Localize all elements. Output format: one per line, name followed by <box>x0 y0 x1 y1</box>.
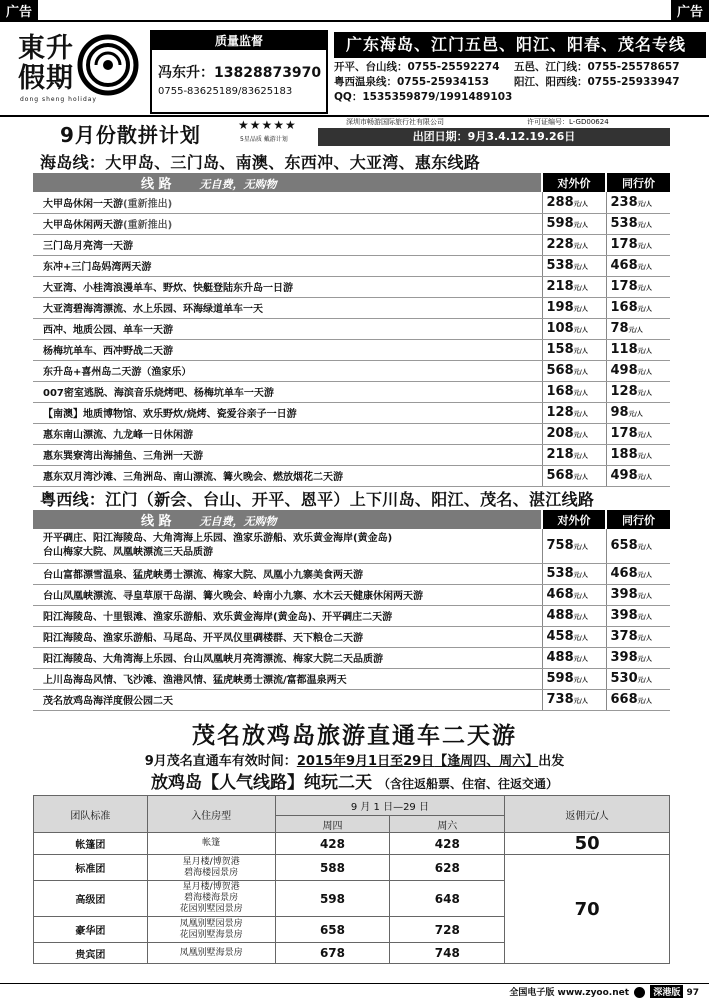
external-price <box>542 360 606 381</box>
price-unit: 元/人 <box>573 348 588 355</box>
table-row <box>33 402 670 423</box>
table-row <box>33 255 670 276</box>
external-price <box>542 647 606 668</box>
table-row <box>33 276 670 297</box>
peer-price <box>606 276 670 297</box>
external-price <box>542 668 606 689</box>
route-name <box>33 213 542 234</box>
price-unit: 元/人 <box>573 593 588 600</box>
saturday-price: 748 <box>390 943 505 964</box>
price-unit: 元/人 <box>637 348 652 355</box>
price-value: 188 <box>610 447 638 462</box>
route-name <box>33 255 542 276</box>
peer-price <box>606 529 670 563</box>
external-price <box>542 318 606 339</box>
thursday-price: 588 <box>275 855 390 881</box>
contact-row <box>334 60 709 75</box>
price-unit: 元/人 <box>637 593 652 600</box>
external-price <box>542 339 606 360</box>
external-price <box>542 444 606 465</box>
table-row <box>33 584 670 605</box>
price-unit: 元/人 <box>637 390 652 397</box>
price-unit: 元/人 <box>637 656 652 663</box>
route-name <box>33 465 542 486</box>
route-name <box>33 402 542 423</box>
peer-price <box>606 689 670 710</box>
footer-rule <box>0 983 709 984</box>
external-price <box>542 381 606 402</box>
price-value: 398 <box>610 650 638 665</box>
route-banner: 广东海岛、江门五邑、阳江、阳春、茂名专线 <box>334 32 706 58</box>
price-value: 288 <box>546 194 574 210</box>
route-name-text: 杨梅坑单车、西冲野战二天游 <box>43 346 173 357</box>
price-unit: 元/人 <box>637 285 652 292</box>
saturday-price: 428 <box>390 833 505 855</box>
price-unit: 元/人 <box>637 432 652 439</box>
price-unit: 元/人 <box>573 474 588 481</box>
price-unit: 元/人 <box>628 411 643 418</box>
route-name-text: 【南澳】地质博物馆、欢乐野炊/烧烤、瓷爱谷亲子一日游 <box>43 409 297 420</box>
price-value: 378 <box>610 629 638 644</box>
price-value: 398 <box>610 587 638 602</box>
peer-price <box>606 360 670 381</box>
route-name <box>33 563 542 584</box>
peer-price <box>606 318 670 339</box>
price-value: 568 <box>546 363 574 378</box>
price-value: 538 <box>610 216 638 231</box>
contact-item: QQ：1535359879/1991489103 <box>334 91 513 103</box>
publisher-logo-icon <box>634 987 645 998</box>
room-header: 入住房型 <box>147 796 275 833</box>
contact-list <box>334 60 709 105</box>
price-unit: 元/人 <box>573 677 588 684</box>
price-value: 168 <box>546 384 574 399</box>
price-unit: 元/人 <box>637 635 652 642</box>
no-fee-note: 无自费，无购物 <box>199 515 277 528</box>
table-row <box>33 605 670 626</box>
route-name-text: 三门岛月亮湾一天游 <box>43 241 133 252</box>
price-value: 530 <box>610 671 638 686</box>
price-unit: 元/人 <box>637 572 652 579</box>
route-name <box>33 647 542 668</box>
group-name: 豪华团 <box>34 917 148 943</box>
external-price <box>542 465 606 486</box>
peer-price <box>606 584 670 605</box>
peer-price <box>606 381 670 402</box>
price-value: 658 <box>610 538 638 554</box>
route-name <box>33 689 542 710</box>
brand-name: 東升 假期 <box>18 33 74 94</box>
group-price-table <box>33 795 670 964</box>
price-value: 468 <box>610 258 638 273</box>
route-name-text: 大亚湾、小桂湾浪漫单车、野炊、快艇登陆东升岛一日游 <box>43 283 293 294</box>
external-price <box>542 213 606 234</box>
col-peer-price: 同行价 <box>606 510 670 529</box>
price-value: 758 <box>546 538 574 554</box>
group-header: 团队标准 <box>34 796 148 833</box>
promo-route-name: 放鸡岛【人气线路】纯玩二天 <box>151 773 373 793</box>
peer-price <box>606 668 670 689</box>
route-name <box>33 626 542 647</box>
route-name <box>33 360 542 381</box>
price-value: 598 <box>546 671 574 686</box>
external-price <box>542 605 606 626</box>
price-unit: 元/人 <box>637 698 652 705</box>
price-unit: 元/人 <box>573 327 588 334</box>
price-value: 78 <box>610 321 629 336</box>
price-value: 128 <box>546 405 574 420</box>
date-header: 9 月 1 日—29 日 <box>275 796 505 816</box>
top-rule <box>0 20 709 22</box>
route-name <box>33 584 542 605</box>
contact-row <box>334 90 709 105</box>
company-name: 深圳市畅游国际旅行社有限公司 <box>346 118 444 126</box>
price-value: 538 <box>546 258 574 273</box>
star-rating-icon: ★★★★★ <box>238 118 297 132</box>
price-value: 598 <box>546 216 574 231</box>
price-unit: 元/人 <box>637 243 652 250</box>
price-value: 468 <box>546 587 574 602</box>
ad-label-left: 广告 <box>0 0 38 20</box>
route-note: (重新推出) <box>123 220 173 231</box>
price-unit: 元/人 <box>573 200 588 208</box>
price-value: 488 <box>546 650 574 665</box>
route-name-text: 东升岛+喜州岛二天游（渔家乐） <box>43 367 192 378</box>
price-unit: 元/人 <box>628 327 643 334</box>
route-name-text: 惠东巽寮湾出海捕鱼、三角洲一天游 <box>43 451 203 462</box>
quality-supervision-box <box>150 30 328 114</box>
thursday-price: 428 <box>275 833 390 855</box>
price-unit: 元/人 <box>637 369 652 376</box>
external-price <box>542 297 606 318</box>
route-name <box>33 297 542 318</box>
promo-validity-dates: 2015年9月1日至29日 <box>296 754 435 769</box>
saturday-header: 周六 <box>390 816 505 833</box>
promo-validity-label: 9月茂名直通车有效时间： <box>144 754 297 769</box>
price-unit: 元/人 <box>637 614 652 621</box>
price-value: 228 <box>546 237 574 252</box>
external-price <box>542 402 606 423</box>
contact-item: 阳江、阳西线：0755-25933947 <box>514 76 680 88</box>
table-row <box>34 833 670 855</box>
external-price <box>542 689 606 710</box>
col-external-price: 对外价 <box>542 173 606 192</box>
room-type: 凤凰别墅园景房 花园别墅海景房 <box>147 917 275 943</box>
thursday-header: 周四 <box>275 816 390 833</box>
table-row <box>33 297 670 318</box>
promo-includes: （含往返船票、住宿、往返交通） <box>377 777 558 791</box>
col-route: 线 路 无自费，无购物 <box>33 510 542 529</box>
route-name-text: 惠东南山漂流、九龙峰一日休闲游 <box>43 430 193 441</box>
external-price <box>542 529 606 563</box>
table-row <box>33 668 670 689</box>
thursday-price: 658 <box>275 917 390 943</box>
table-row <box>33 529 670 563</box>
route-name <box>33 423 542 444</box>
price-unit: 元/人 <box>637 200 652 208</box>
promo-validity <box>0 750 709 769</box>
peer-price <box>606 297 670 318</box>
rings-icon <box>74 34 142 96</box>
price-value: 98 <box>610 405 629 420</box>
peer-price <box>606 213 670 234</box>
route-name-text: 茂名放鸡岛海洋度假公园二天 <box>43 696 173 707</box>
section-title-west: 粤西线：江门（新会、台山、开平、恩平）上下川岛、阳江、茂名、湛江线路 <box>40 490 595 509</box>
peer-price <box>606 339 670 360</box>
col-peer-price: 同行价 <box>606 173 670 192</box>
price-unit: 元/人 <box>573 544 588 552</box>
star-rating-caption: 5星品质 戴游计划 <box>240 136 288 143</box>
price-value: 208 <box>546 426 574 441</box>
peer-price <box>606 192 670 213</box>
brand-sub: dong sheng holiday <box>20 96 97 103</box>
table-row <box>33 339 670 360</box>
price-unit: 元/人 <box>573 264 588 271</box>
peer-price <box>606 465 670 486</box>
thursday-price: 678 <box>275 943 390 964</box>
room-type: 凤凰别墅海景房 <box>147 943 275 964</box>
price-value: 458 <box>546 629 574 644</box>
contact-row <box>334 75 709 90</box>
external-price <box>542 626 606 647</box>
price-value: 218 <box>546 279 574 294</box>
ad-label-right: 广告 <box>671 0 709 20</box>
price-value: 398 <box>610 608 638 623</box>
price-unit: 元/人 <box>573 243 588 250</box>
price-value: 488 <box>546 608 574 623</box>
price-value: 178 <box>610 426 638 441</box>
external-price <box>542 563 606 584</box>
room-type: 星月楼/博贺港 碧海楼园景房 <box>147 855 275 881</box>
promo-title: 茂名放鸡岛旅游直通车二天游 <box>192 723 517 749</box>
price-value: 178 <box>610 237 638 252</box>
external-price <box>542 192 606 213</box>
promo-weekdays: 【逢周四、周六】 <box>434 754 539 769</box>
table-row <box>33 318 670 339</box>
price-value: 168 <box>610 300 638 315</box>
route-name-text: 台山富都漂雪温泉、猛虎峡勇士漂流、梅家大院、凤凰小九寨美食两天游 <box>43 570 363 581</box>
route-name-text: 大亚湾碧海湾漂流、水上乐园、环海绿道单车一天 <box>43 304 263 315</box>
route-name-text: 东冲+三门岛妈湾两天游 <box>43 262 152 273</box>
price-unit: 元/人 <box>637 474 652 481</box>
no-fee-note: 无自费，无购物 <box>199 178 277 191</box>
route-name-text: 大甲岛休闲两天游 <box>43 220 123 231</box>
price-unit: 元/人 <box>637 544 652 552</box>
table-row <box>33 647 670 668</box>
route-name-text: 大甲岛休闲一天游 <box>43 198 123 210</box>
plan-title: 9月份散拼计划 <box>60 123 201 147</box>
table-row <box>33 381 670 402</box>
table-row <box>33 192 670 213</box>
saturday-price: 648 <box>390 881 505 917</box>
section-title-islands: 海岛线：大甲岛、三门岛、南澳、东西冲、大亚湾、惠东线路 <box>40 153 481 172</box>
price-unit: 元/人 <box>573 698 588 705</box>
col-external-price: 对外价 <box>542 510 606 529</box>
external-price <box>542 276 606 297</box>
price-value: 108 <box>546 321 574 336</box>
table-row <box>33 213 670 234</box>
rebate-value: 70 <box>505 855 670 964</box>
route-name <box>33 381 542 402</box>
peer-price <box>606 255 670 276</box>
group-name: 高级团 <box>34 881 148 917</box>
peer-price <box>606 444 670 465</box>
price-unit: 元/人 <box>637 677 652 684</box>
price-value: 738 <box>546 692 574 707</box>
route-name-text: 西冲、地质公园、单车一天游 <box>43 325 173 336</box>
route-name-text: 惠东双月湾沙滩、三角洲岛、南山漂流、篝火晚会、燃放烟花二天游 <box>43 472 343 483</box>
peer-price <box>606 402 670 423</box>
col-route: 线 路 无自费，无购物 <box>33 173 542 192</box>
thursday-price: 598 <box>275 881 390 917</box>
group-name: 贵宾团 <box>34 943 148 964</box>
license-number: 许可证编号：L-GD00624 <box>527 118 609 126</box>
table-row <box>33 626 670 647</box>
page-footer <box>509 985 699 998</box>
price-value: 158 <box>546 342 574 357</box>
price-unit: 元/人 <box>637 306 652 313</box>
route-note: (重新推出) <box>123 198 173 210</box>
route-name-text: 阳江海陵岛、大角湾海上乐园、台山凤凰峡月亮湾漂流、梅家大院二天品质游 <box>43 654 383 665</box>
price-value: 198 <box>546 300 574 315</box>
price-unit: 元/人 <box>637 222 652 229</box>
route-name-text: 开平碉庄、阳江海陵岛、大角湾海上乐园、渔家乐游船、欢乐黄金海岸(黄金岛) 台山梅家大院、凤凰峡漂流三天品质游 <box>43 532 393 558</box>
peer-price <box>606 647 670 668</box>
contact-item: 开平、台山线：0755-25592274 <box>334 61 500 73</box>
quality-person: 冯东升：13828873970 <box>158 65 322 81</box>
price-unit: 元/人 <box>573 432 588 439</box>
price-table-west <box>33 510 670 711</box>
external-price <box>542 584 606 605</box>
route-name <box>33 276 542 297</box>
promo-depart-word: 出发 <box>538 754 565 769</box>
group-name: 标准团 <box>34 855 148 881</box>
price-unit: 元/人 <box>573 656 588 663</box>
route-name-text: 阳江海陵岛、十里银滩、渔家乐游船、欢乐黄金海岸(黄金岛)、开平碉庄二天游 <box>43 612 393 623</box>
saturday-price: 628 <box>390 855 505 881</box>
price-unit: 元/人 <box>637 264 652 271</box>
quality-title: 质量监督 <box>152 32 326 50</box>
price-table-islands <box>33 173 670 487</box>
route-name-text: 007密室逃脱、海滨音乐烧烤吧、杨梅坑单车一天游 <box>43 388 274 399</box>
group-name: 帐篷团 <box>34 833 148 855</box>
saturday-price: 728 <box>390 917 505 943</box>
peer-price <box>606 423 670 444</box>
price-value: 568 <box>546 468 574 483</box>
table-row <box>33 563 670 584</box>
contact-item: 粤西温泉线：0755-25934153 <box>334 76 490 88</box>
route-name-text: 台山凤凰峡漂流、寻皇草原干岛湖、篝火晚会、岭南小九寨、水木云天健康休闲两天游 <box>43 591 423 602</box>
footer-site: 全国电子版 www.zyoo.net <box>509 988 630 998</box>
peer-price <box>606 563 670 584</box>
page-number: 97 <box>686 988 699 998</box>
price-value: 468 <box>610 566 638 581</box>
price-value: 538 <box>546 566 574 581</box>
room-type: 星月楼/博贺港 碧海楼海景房 花园别墅园景房 <box>147 881 275 917</box>
external-price <box>542 423 606 444</box>
table-row <box>33 360 670 381</box>
external-price <box>542 255 606 276</box>
price-unit: 元/人 <box>573 635 588 642</box>
route-name <box>33 605 542 626</box>
price-unit: 元/人 <box>573 222 588 229</box>
price-value: 128 <box>610 384 638 399</box>
price-unit: 元/人 <box>573 369 588 376</box>
price-value: 178 <box>610 279 638 294</box>
price-unit: 元/人 <box>573 614 588 621</box>
edition-badge: 深港版 <box>650 985 683 998</box>
table-header-row <box>33 173 670 192</box>
quality-tel: 0755-83625189/83625183 <box>158 86 293 97</box>
price-unit: 元/人 <box>573 453 588 460</box>
price-unit: 元/人 <box>573 411 588 418</box>
table-row <box>33 444 670 465</box>
table-row <box>33 423 670 444</box>
room-type: 帐篷 <box>147 833 275 855</box>
route-name <box>33 668 542 689</box>
external-price <box>542 234 606 255</box>
route-name <box>33 339 542 360</box>
peer-price <box>606 234 670 255</box>
departure-dates: 出团日期：9月3.4.12.19.26日 <box>318 128 670 146</box>
route-name-text: 阳江海陵岛、渔家乐游船、马尾岛、开平凤仪里碉楼群、天下粮仓二天游 <box>43 633 363 644</box>
route-name <box>33 192 542 213</box>
rebate-header: 返佣元/人 <box>505 796 670 833</box>
contact-item: 五邑、江门线：0755-25578657 <box>514 61 680 73</box>
price-unit: 元/人 <box>573 306 588 313</box>
route-name-text: 上川岛海岛风情、飞沙滩、渔港风情、猛虎峡勇士漂流/富都温泉两天 <box>43 675 347 686</box>
price-unit: 元/人 <box>573 390 588 397</box>
price-value: 668 <box>610 692 638 707</box>
promo-line <box>0 768 709 793</box>
table-row <box>33 234 670 255</box>
rebate-value: 50 <box>505 833 670 855</box>
price-value: 218 <box>546 447 574 462</box>
route-name <box>33 318 542 339</box>
route-name <box>33 444 542 465</box>
table-row <box>33 465 670 486</box>
price-unit: 元/人 <box>573 285 588 292</box>
table-row <box>33 689 670 710</box>
route-name <box>33 529 542 563</box>
peer-price <box>606 626 670 647</box>
route-name <box>33 234 542 255</box>
table-row <box>34 855 670 881</box>
brand-logo <box>4 28 144 106</box>
table-header-row <box>33 510 670 529</box>
price-value: 498 <box>610 363 638 378</box>
price-unit: 元/人 <box>573 572 588 579</box>
price-value: 238 <box>610 194 638 210</box>
price-value: 118 <box>610 342 638 357</box>
price-unit: 元/人 <box>637 453 652 460</box>
price-value: 498 <box>610 468 638 483</box>
peer-price <box>606 605 670 626</box>
